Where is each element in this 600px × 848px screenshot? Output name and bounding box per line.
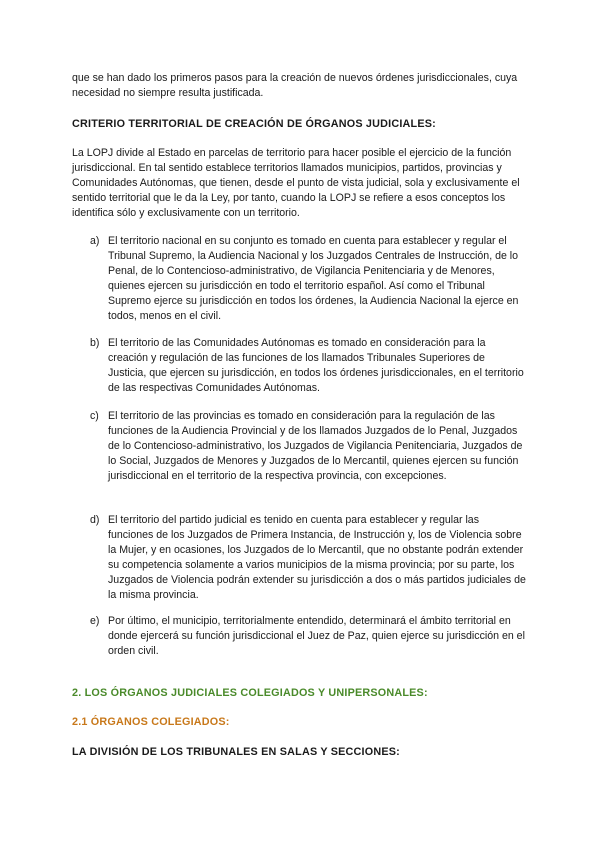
heading-division-tribunales: LA DIVISIÓN DE LOS TRIBUNALES EN SALAS Y SECCIONES:: [72, 746, 400, 758]
list-letter: c): [90, 410, 99, 422]
list-letter: b): [90, 337, 100, 349]
heading-section-2: 2. LOS ÓRGANOS JUDICIALES COLEGIADOS Y UNIPERSONALES:: [72, 687, 428, 699]
list-item-text: El territorio nacional en su conjunto es tomado en cuenta para establecer y regular el Tribunal Supremo, la Audiencia Nacional y los Juzgados Centrales de Instrucción, de lo Penal, de lo Contencioso-administrativo, de Vigilancia Penitenciaria y de Menores, quienes ejercen su jurisdicción en todo el territorio español. Así como el Tribunal Supremo ejerce su jurisdicción en todos los órdenes, la Audiencia Nacional la ejerce en todos, menos en el civil.: [108, 235, 519, 322]
list-letter: d): [90, 514, 100, 526]
heading-section-2-1: 2.1 ÓRGANOS COLEGIADOS:: [72, 716, 230, 728]
intro-paragraph: que se han dado los primeros pasos para la creación de nuevos órdenes jurisdiccionales, cuya necesidad no siempre resulta justificada.: [72, 72, 518, 99]
list-letter: e): [90, 615, 100, 627]
paragraph-lopj: La LOPJ divide al Estado en parcelas de territorio para hacer posible el ejercicio de la función jurisdiccional. En tal sentido establece territorios llamados municipios, partidos, provincias y Comunidades Autónomas, que tienen, desde el punto de vista judicial, sola y exclusivamente el sentido territorial que le da la Ley, por tanto, cuando la LOPJ se refiere a esos conceptos los identifica sólo y exclusivamente con un territorio.: [72, 147, 520, 219]
list-item-text: El territorio del partido judicial es tenido en cuenta para establecer y regular las funciones de los Juzgados de Primera Instancia, de Instrucción y, los de Violencia sobre la Mujer, y en ocasiones, los Juzgados de lo Mercantil, que no obstante podrán extender su competencia solamente a varios municipios de la misma provincia; por su parte, los Juzgados de Violencia podrán extender su jurisdicción a dos o más partidos judiciales de la misma provincia.: [108, 514, 526, 601]
list-item-text: El territorio de las Comunidades Autónomas es tomado en consideración para la creación y regulación de las funciones de los llamados Tribunales Superiores de Justicia, que ejercen su jurisdicción, en todos los órdenes jurisdiccionales, en el territorio de las respectivas Comunidades Autónomas.: [108, 337, 524, 394]
list-letter: a): [90, 235, 100, 247]
heading-criterio-territorial: CRITERIO TERRITORIAL DE CREACIÓN DE ÓRGANOS JUDICIALES:: [72, 118, 436, 130]
list-item-text: Por último, el municipio, territorialmente entendido, determinará el ámbito territorial en donde ejercerá su función jurisdiccional el Juez de Paz, quien ejerce su jurisdicción en el orden civil.: [108, 615, 525, 657]
list-item-text: El territorio de las provincias es tomado en consideración para la regulación de las funciones de la Audiencia Provincial y de los llamados Juzgados de lo Penal, Juzgados de lo Contencioso-administrativo, los Juzgados de Vigilancia Penitenciaria, Juzgados de lo Social, Juzgados de Menores y Juzgados de lo Mercantil, quienes ejercen su función jurisdiccional en el territorio de la respectiva provincia, con excepciones.: [108, 410, 523, 482]
